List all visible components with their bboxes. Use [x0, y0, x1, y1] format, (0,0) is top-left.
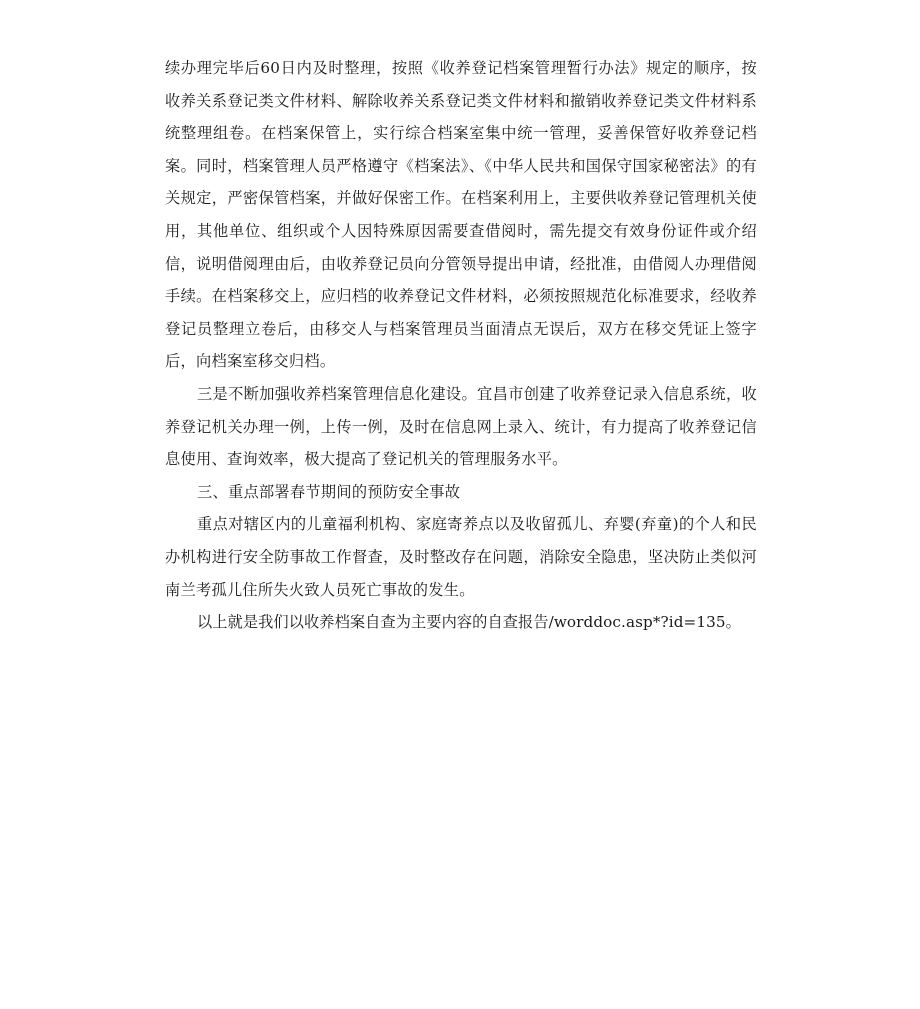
paragraph-archive-management: 续办理完毕后60日内及时整理，按照《收养登记档案管理暂行办法》规定的顺序，按收养关系登记类文件材料、解除收养关系登记类文件材料和撤销收养登记类文件材料系统整理组卷。在档案保管上，实行综合档案室集中统一管理，妥善保管好收养登记档案。同时，档案管理人员严格遵守《档案法》、《中华人民共和国保守国家秘密法》的有关规定，严密保管档案，并做好保密工作。在档案利用上，主要供收养登记管理机关使用，其他单位、组织或个人因特殊原因需要查借阅时，需先提交有效身份证件或介绍信，说明借阅理由后，由收养登记员向分管领导提出申请，经批准，由借阅人办理借阅手续。在档案移交上，应归档的收养登记文件材料，必须按照规范化标准要求，经收养登记员整理立卷后，由移交人与档案管理员当面清点无误后，双方在移交凭证上签字后，向档案室移交归档。: [165, 59, 757, 371]
paragraph-safety-inspection: 重点对辖区内的儿童福利机构、家庭寄养点以及收留孤儿、弃婴(弃童)的个人和民办机构进行安全防事故工作督查，及时整改存在问题，消除安全隐患，坚决防止类似河南兰考孤儿住所失火致人员死亡事故的发生。: [165, 515, 757, 599]
paragraph-informatization: 三是不断加强收养档案管理信息化建设。宜昌市创建了收养登记录入信息系统，收养登记机关办理一例，上传一例，及时在信息网上录入、统计，有力提高了收养登记信息使用、查询效率，极大提高了登记机关的管理服务水平。: [165, 384, 757, 469]
document-body: [165, 52, 757, 639]
paragraph-conclusion: 以上就是我们以收养档案自查为主要内容的自查报告/worddoc.asp*?id=135。: [197, 613, 741, 632]
section-heading-safety: 三、重点部署春节期间的预防安全事故: [197, 482, 461, 501]
